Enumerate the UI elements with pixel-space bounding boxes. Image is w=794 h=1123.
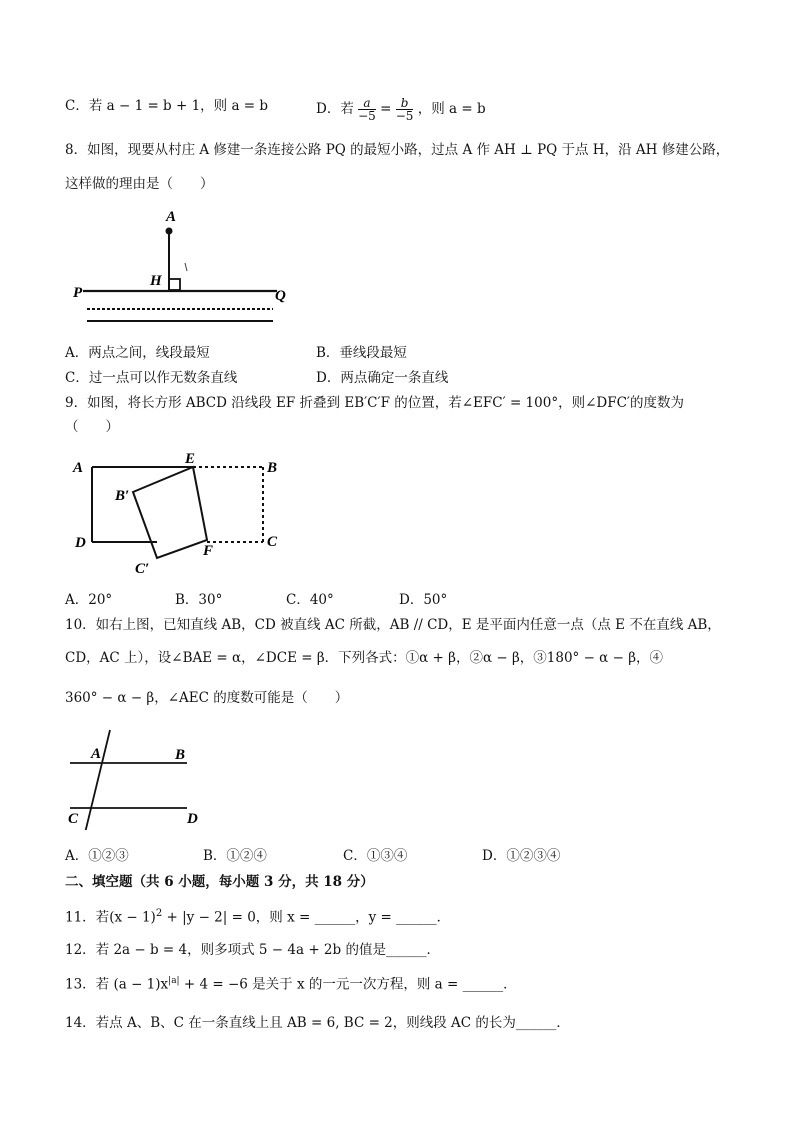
q8-point-a: [166, 228, 173, 235]
q8-label-a: A: [166, 209, 177, 225]
q9-label-b: B: [267, 460, 278, 476]
q9-label-e: E: [185, 451, 196, 467]
q9-label-cprime: C′: [135, 561, 150, 577]
q7-option-d-prefix: D．若: [316, 101, 354, 117]
q9-label-c: C: [267, 534, 278, 550]
q9-label-d: D: [75, 535, 86, 551]
q8-stem-line2: 这样做的理由是（ ）: [65, 176, 214, 192]
q8-option-b: B．垂线段最短: [316, 345, 407, 361]
q10-label-a: A: [91, 746, 102, 762]
q10-line-ac: [85, 730, 110, 830]
section-fill-in-title: 二、填空题（共 6 小题，每小题 3 分，共 18 分）: [65, 874, 374, 890]
q10-figure: [65, 725, 210, 830]
q10-label-c: C: [68, 811, 79, 827]
q13-prefix: 13．若 (a − 1)x: [65, 976, 169, 993]
q11-line: [65, 905, 450, 927]
q7-fraction-b: $\frac{b}{-5}$: [395, 96, 414, 123]
q9-label-f: F: [203, 543, 214, 559]
q7-option-d-suffix: ，则 a = b: [417, 101, 486, 117]
q10-label-b: B: [175, 747, 186, 763]
q10-option-b: B．①②④: [203, 848, 267, 864]
q9-folded-quad: [133, 467, 207, 558]
q11-expr: (x − 1): [109, 909, 156, 926]
q10-option-a: A．①②③: [65, 848, 129, 864]
q8-option-a: A．两点之间，线段最短: [65, 345, 210, 361]
q9-option-b: B．30°: [175, 592, 223, 608]
q9-label-a: A: [73, 460, 84, 476]
q11-prefix: 11．若: [65, 909, 110, 926]
q8-option-c: C．过一点可以作无数条直线: [65, 370, 238, 386]
q8-right-angle-mark: [169, 279, 180, 290]
q11-exponent: 2: [155, 908, 163, 919]
q14-line: 14．若点 A、B、C 在一条直线上且 AB = 6, BC = 2，则线段 AC 的长为______．: [65, 1015, 570, 1031]
q9-stem-line1: 9．如图，将长方形 ABCD 沿线段 EF 折叠到 EB′C′F 的位置，若∠EFC′ = 100°，则∠DFC′的度数为: [65, 395, 684, 411]
q13-line: [65, 972, 517, 994]
q11-rest: + |y − 2| = 0，则 x = ______，y = ______．: [162, 909, 451, 926]
q12-line: 12．若 2a − b = 4，则多项式 5 − 4a + 2b 的值是______．: [65, 942, 440, 958]
q8-figure: [65, 205, 305, 330]
q9-figure: [65, 450, 290, 580]
q10-stem-line2: CD，AC 上），设∠BAE = α，∠DCE = β．下列各式：①α + β，②α − β，③180° − α − β，④: [65, 650, 663, 666]
q7-option-d: [316, 96, 486, 122]
q10-stem-line3: 360° − α − β，∠AEC 的度数可能是（ ）: [65, 690, 349, 706]
q8-label-p: P: [73, 285, 83, 301]
q7-fraction-a: $\frac{a}{-5}$: [358, 96, 376, 123]
q9-option-c: C．40°: [286, 592, 334, 608]
q8-label-q: Q: [275, 288, 286, 304]
q10-label-d: D: [187, 811, 198, 827]
q8-stem-line1: 8．如图，现要从村庄 A 修建一条连接公路 PQ 的最短小路，过点 A 作 AH ⊥ PQ 于点 H，沿 AH 修建公路，: [65, 142, 730, 158]
q8-option-d: D．两点确定一条直线: [316, 370, 449, 386]
q10-option-c: C．①③④: [343, 848, 408, 864]
q9-label-bprime: B′: [115, 488, 130, 504]
q7-equals: =: [380, 101, 392, 117]
q9-option-a: A．20°: [65, 592, 113, 608]
q7-option-c: C．若 a − 1 = b + 1，则 a = b: [65, 98, 269, 114]
q10-stem-line1: 10．如右上图，已知直线 AB，CD 被直线 AC 所截，AB // CD，E 是平面内任意一点（点 E 不在直线 AB，: [65, 617, 721, 633]
q13-exponent: |a|: [168, 976, 180, 986]
q8-label-h: H: [150, 273, 162, 289]
q10-option-d: D．①②③④: [482, 848, 561, 864]
q9-option-d: D．50°: [399, 592, 448, 608]
q9-stem-line2: （ ）: [65, 419, 119, 435]
q13-rest: + 4 = −6 是关于 x 的一元一次方程，则 a = ______．: [179, 976, 517, 993]
